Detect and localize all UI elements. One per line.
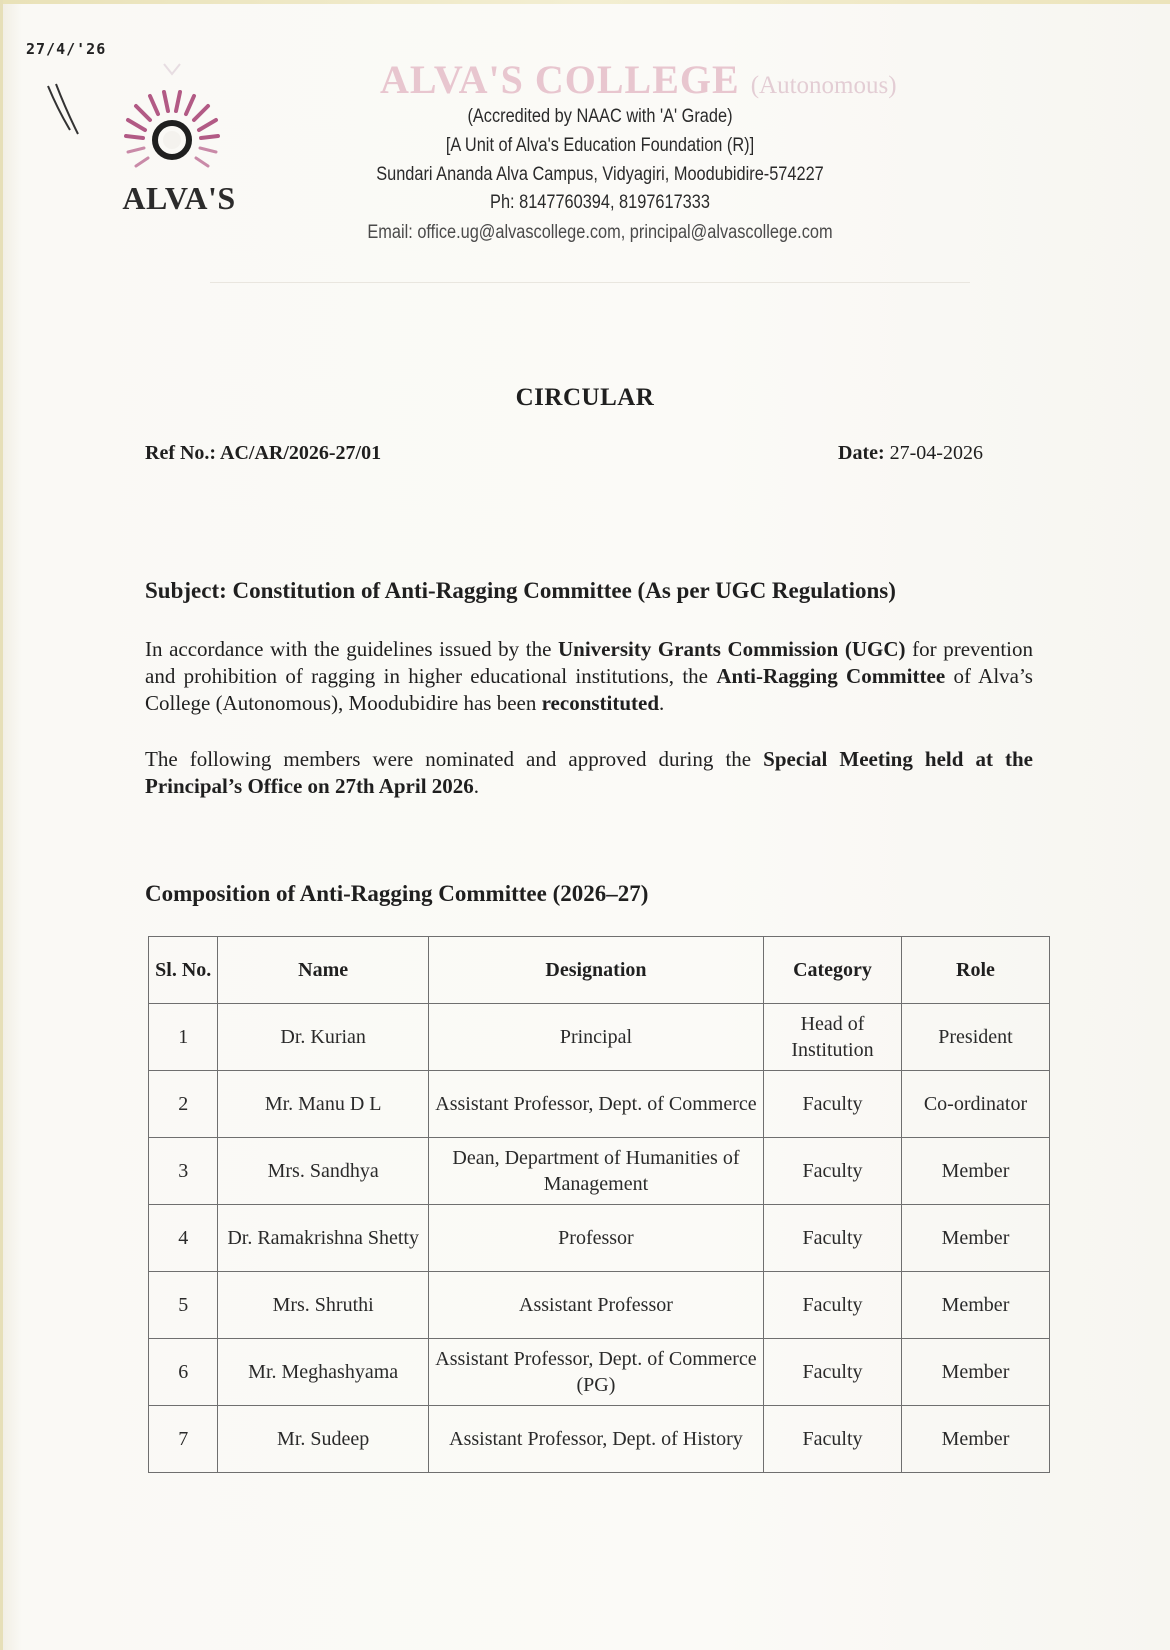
header-role: Role [901,937,1049,1004]
header-sl-no: Sl. No. [149,937,218,1004]
college-name [380,56,897,103]
cell-sl: 2 [149,1071,218,1138]
intro-paragraph [145,636,1033,717]
cell-role: Member [901,1272,1049,1339]
cell-name: Dr. Ramakrishna Shetty [218,1205,428,1272]
cell-name: Mrs. Sandhya [218,1138,428,1205]
meeting-paragraph [145,746,1033,800]
cell-name: Mr. Manu D L [218,1071,428,1138]
reference-number [145,442,381,465]
para1-text-3: of Alva’s College (Autonomous), Moodubidire has been [145,664,1033,715]
cell-name: Dr. Kurian [218,1004,428,1071]
ref-value: AC/AR/2026-27/01 [220,442,382,464]
cell-role: Co-ordinator [901,1071,1049,1138]
ref-label: Ref No.: [145,442,217,464]
table-row [149,1339,1050,1406]
circular-date [838,442,983,465]
para2-text-2: . [473,774,480,798]
table-row [149,1071,1050,1138]
cell-role: Member [901,1138,1049,1205]
cell-role: Member [901,1205,1049,1272]
circular-heading: CIRCULAR [515,384,655,411]
cell-role: President [901,1004,1049,1071]
table-row [149,1205,1050,1272]
para1-bold-ugc: University Grants Commission (UGC) [558,637,906,661]
date-label: Date: [838,442,885,464]
cell-designation: Assistant Professor, Dept. of Commerce (PG) [428,1339,763,1406]
table-header-row [149,937,1050,1004]
para1-bold-committee: Anti-Ragging Committee [716,664,946,688]
college-name-text: ALVA'S COLLEGE [380,57,740,102]
date-value: 27-04-2026 [889,442,983,464]
header-unit: [A Unit of Alva's Education Foundation (R)] [445,135,755,156]
cell-designation: Professor [428,1205,763,1272]
cell-category: Faculty [764,1272,902,1339]
scan-edge-top [0,0,1170,4]
header-designation: Designation [428,937,763,1004]
handwritten-marks-icon [44,82,94,142]
header-category: Category [764,937,902,1004]
table-row [149,1406,1050,1473]
cell-name: Mr. Sudeep [218,1406,428,1473]
para2-bold-meeting: Special Meeting held at the Principal’s Office on 27th April 2026 [145,747,1034,798]
header-address: Sundari Ananda Alva Campus, Vidyagiri, Moodubidire-574227 [376,164,824,185]
committee-table [148,936,1050,1473]
header-phone: Ph: 8147760394, 8197617333 [490,192,710,213]
para1-bold-reconstituted: reconstituted [541,691,660,715]
cell-sl: 6 [149,1339,218,1406]
cell-designation: Assistant Professor, Dept. of History [428,1406,763,1473]
para1-text-2: for prevention and prohibition of ragging in higher educational institutions, the [145,637,1034,688]
header-email: Email: office.ug@alvascollege.com, principal@alvascollege.com [367,222,833,243]
header-name: Name [218,937,428,1004]
cell-role: Member [901,1339,1049,1406]
cell-designation: Principal [428,1004,763,1071]
header-divider [210,282,970,283]
cell-sl: 1 [149,1004,218,1071]
cell-category: Head of Institution [764,1004,902,1071]
cell-category: Faculty [764,1205,902,1272]
cell-name: Mrs. Shruthi [218,1272,428,1339]
composition-title: Composition of Anti-Ragging Committee (2026–27) [145,881,649,906]
cell-name: Mr. Meghashyama [218,1339,428,1406]
logo-name: ALVA'S [122,180,236,216]
para1-text-1: In accordance with the guidelines issued by the [145,637,558,661]
scan-edge-left [0,0,3,1650]
cell-sl: 7 [149,1406,218,1473]
table-row [149,1272,1050,1339]
subject-line: Subject: Constitution of Anti-Ragging Committee (As per UGC Regulations) [145,578,896,603]
cell-sl: 4 [149,1205,218,1272]
table-row [149,1004,1050,1071]
handwritten-date: 27/4/'26 [26,40,107,58]
para1-text-4: . [659,691,665,715]
cell-role: Member [901,1406,1049,1473]
para2-text-1: The following members were nominated and approved during the [145,747,764,771]
cell-category: Faculty [764,1406,902,1473]
cell-designation: Dean, Department of Humanities of Management [428,1138,763,1205]
cell-sl: 5 [149,1272,218,1339]
cell-designation: Assistant Professor [428,1272,763,1339]
table-row [149,1138,1050,1205]
header-accreditation: (Accredited by NAAC with 'A' Grade) [467,106,733,127]
cell-sl: 3 [149,1138,218,1205]
cell-category: Faculty [764,1138,902,1205]
cell-designation: Assistant Professor, Dept. of Commerce [428,1071,763,1138]
cell-category: Faculty [764,1071,902,1138]
cell-category: Faculty [764,1339,902,1406]
college-autonomous: (Autonomous) [750,72,897,99]
